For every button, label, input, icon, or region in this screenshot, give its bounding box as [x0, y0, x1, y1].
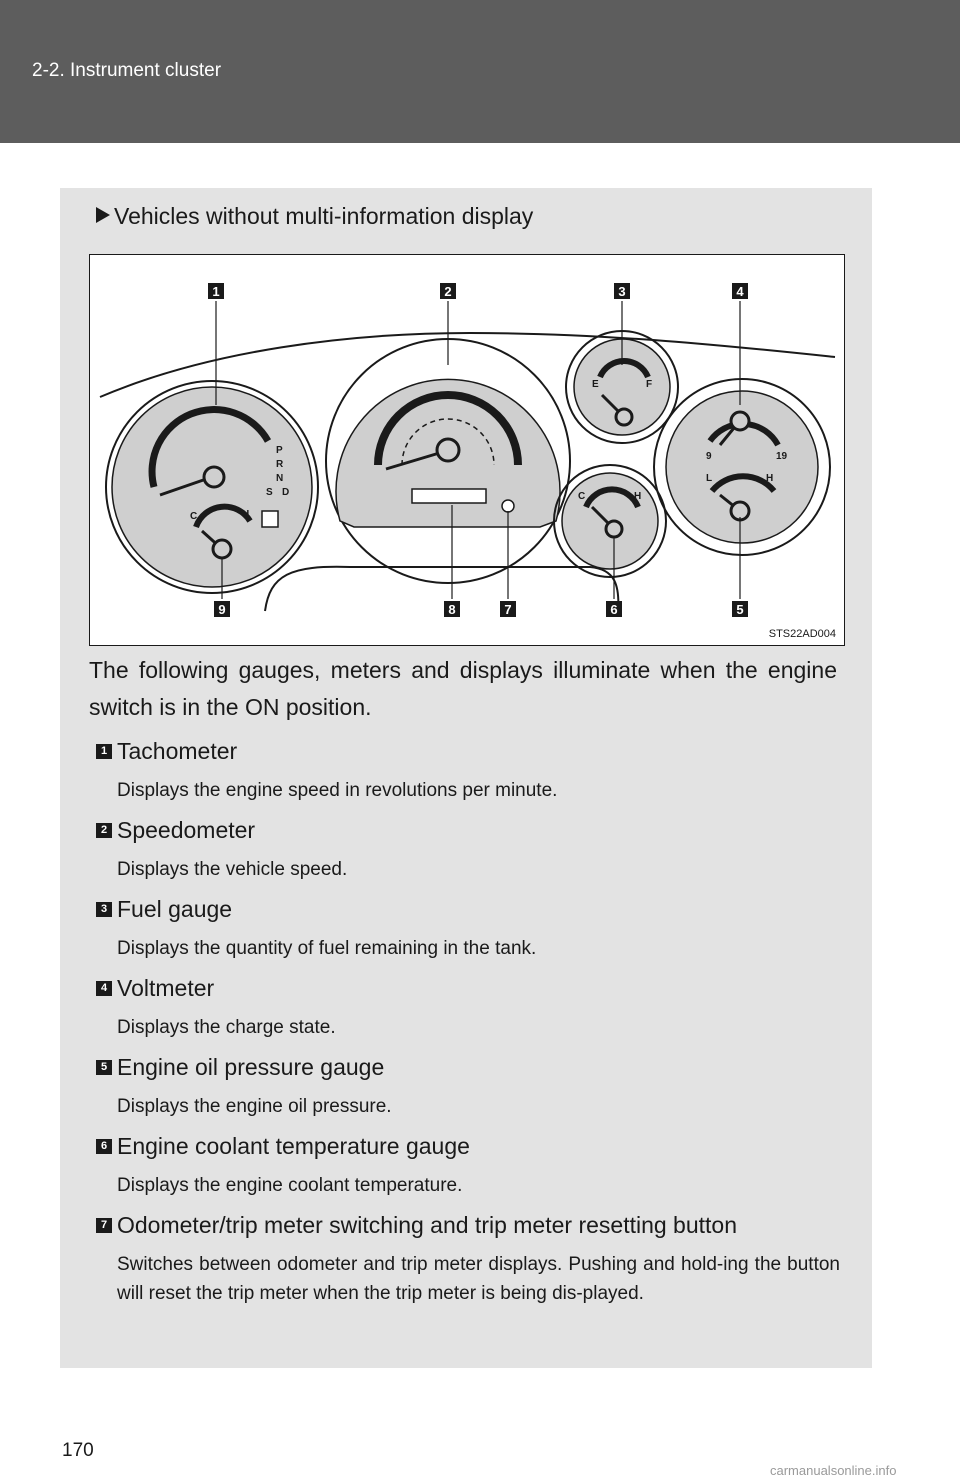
number-badge: 3	[96, 902, 112, 917]
list-item	[96, 894, 840, 963]
list-item	[96, 1210, 840, 1308]
callout-8: 8	[448, 602, 456, 617]
callout-4: 4	[736, 284, 744, 299]
list-item	[96, 815, 840, 884]
number-badge: 6	[96, 1139, 112, 1154]
volt-label-9: 9	[706, 451, 712, 462]
number-badge: 2	[96, 823, 112, 838]
coolant-label-h: H	[634, 491, 642, 502]
gauge-list	[96, 736, 840, 1318]
tach-label-h: H	[242, 509, 250, 520]
item-description: Displays the engine oil pressure.	[117, 1096, 392, 1117]
subheading-text: Vehicles without multi-information display	[114, 203, 534, 229]
item-title: Engine oil pressure gauge	[117, 1054, 385, 1080]
item-description: Displays the engine coolant temperature.	[117, 1175, 463, 1196]
number-badge: 5	[96, 1060, 112, 1075]
dash-outline-bottom	[265, 567, 618, 613]
callout-1: 1	[212, 284, 220, 299]
cluster-drawing	[90, 255, 845, 646]
trip-reset-button	[502, 500, 514, 512]
number-badge: 7	[96, 1218, 112, 1233]
list-item	[96, 973, 840, 1042]
instrument-cluster-illustration	[89, 254, 845, 646]
gear-letter-s: S	[266, 487, 273, 498]
gear-letter-n: N	[276, 473, 284, 484]
coolant-label-c: C	[578, 491, 586, 502]
item-title: Voltmeter	[117, 975, 215, 1001]
number-badge: 4	[96, 981, 112, 996]
subheading	[96, 203, 533, 230]
callout-2: 2	[444, 284, 452, 299]
number-badge: 1	[96, 744, 112, 759]
item-title: Engine coolant temperature gauge	[117, 1133, 470, 1159]
fuel-label-e: E	[592, 379, 599, 390]
callout-6: 6	[610, 602, 618, 617]
watermark: carmanualsonline.info	[770, 1463, 897, 1478]
section-title: 2-2. Instrument cluster	[32, 60, 222, 81]
page-number: 170	[62, 1440, 94, 1461]
gear-letter-r: R	[276, 459, 284, 470]
item-description: Displays the charge state.	[117, 1017, 336, 1038]
oil-label-h: H	[766, 473, 774, 484]
figure-code: STS22AD004	[768, 628, 836, 640]
callout-7: 7	[504, 602, 512, 617]
tach-label-c: C	[190, 511, 198, 522]
callout-3: 3	[618, 284, 626, 299]
odometer-display	[412, 489, 486, 503]
volt-label-19: 19	[776, 451, 788, 462]
indicator-square	[262, 511, 278, 527]
oil-label-l: L	[706, 473, 713, 484]
intro-paragraph: The following gauges, meters and displays illuminate when the engine switch is in the ON position.	[89, 657, 837, 720]
list-item	[96, 736, 840, 805]
fuel-label-f: F	[646, 379, 653, 390]
item-title: Fuel gauge	[117, 896, 233, 922]
gear-letter-d: D	[282, 487, 290, 498]
callout-9: 9	[218, 602, 226, 617]
list-item	[96, 1052, 840, 1121]
item-title: Tachometer	[117, 738, 238, 764]
callout-5: 5	[736, 602, 744, 617]
triangle-bullet-icon	[96, 207, 110, 223]
list-item	[96, 1131, 840, 1200]
item-description: Switches between odometer and trip meter displays. Pushing and hold-ing the button will reset the trip meter when the trip meter is being dis-played.	[117, 1254, 840, 1304]
gear-letter-p: P	[276, 445, 283, 456]
item-title: Speedometer	[117, 817, 256, 843]
page-header	[0, 0, 960, 143]
item-description: Displays the engine speed in revolutions per minute.	[117, 780, 558, 801]
item-title: Odometer/trip meter switching and trip meter resetting button	[117, 1212, 738, 1238]
item-description: Displays the vehicle speed.	[117, 859, 348, 880]
item-description: Displays the quantity of fuel remaining in the tank.	[117, 938, 537, 959]
